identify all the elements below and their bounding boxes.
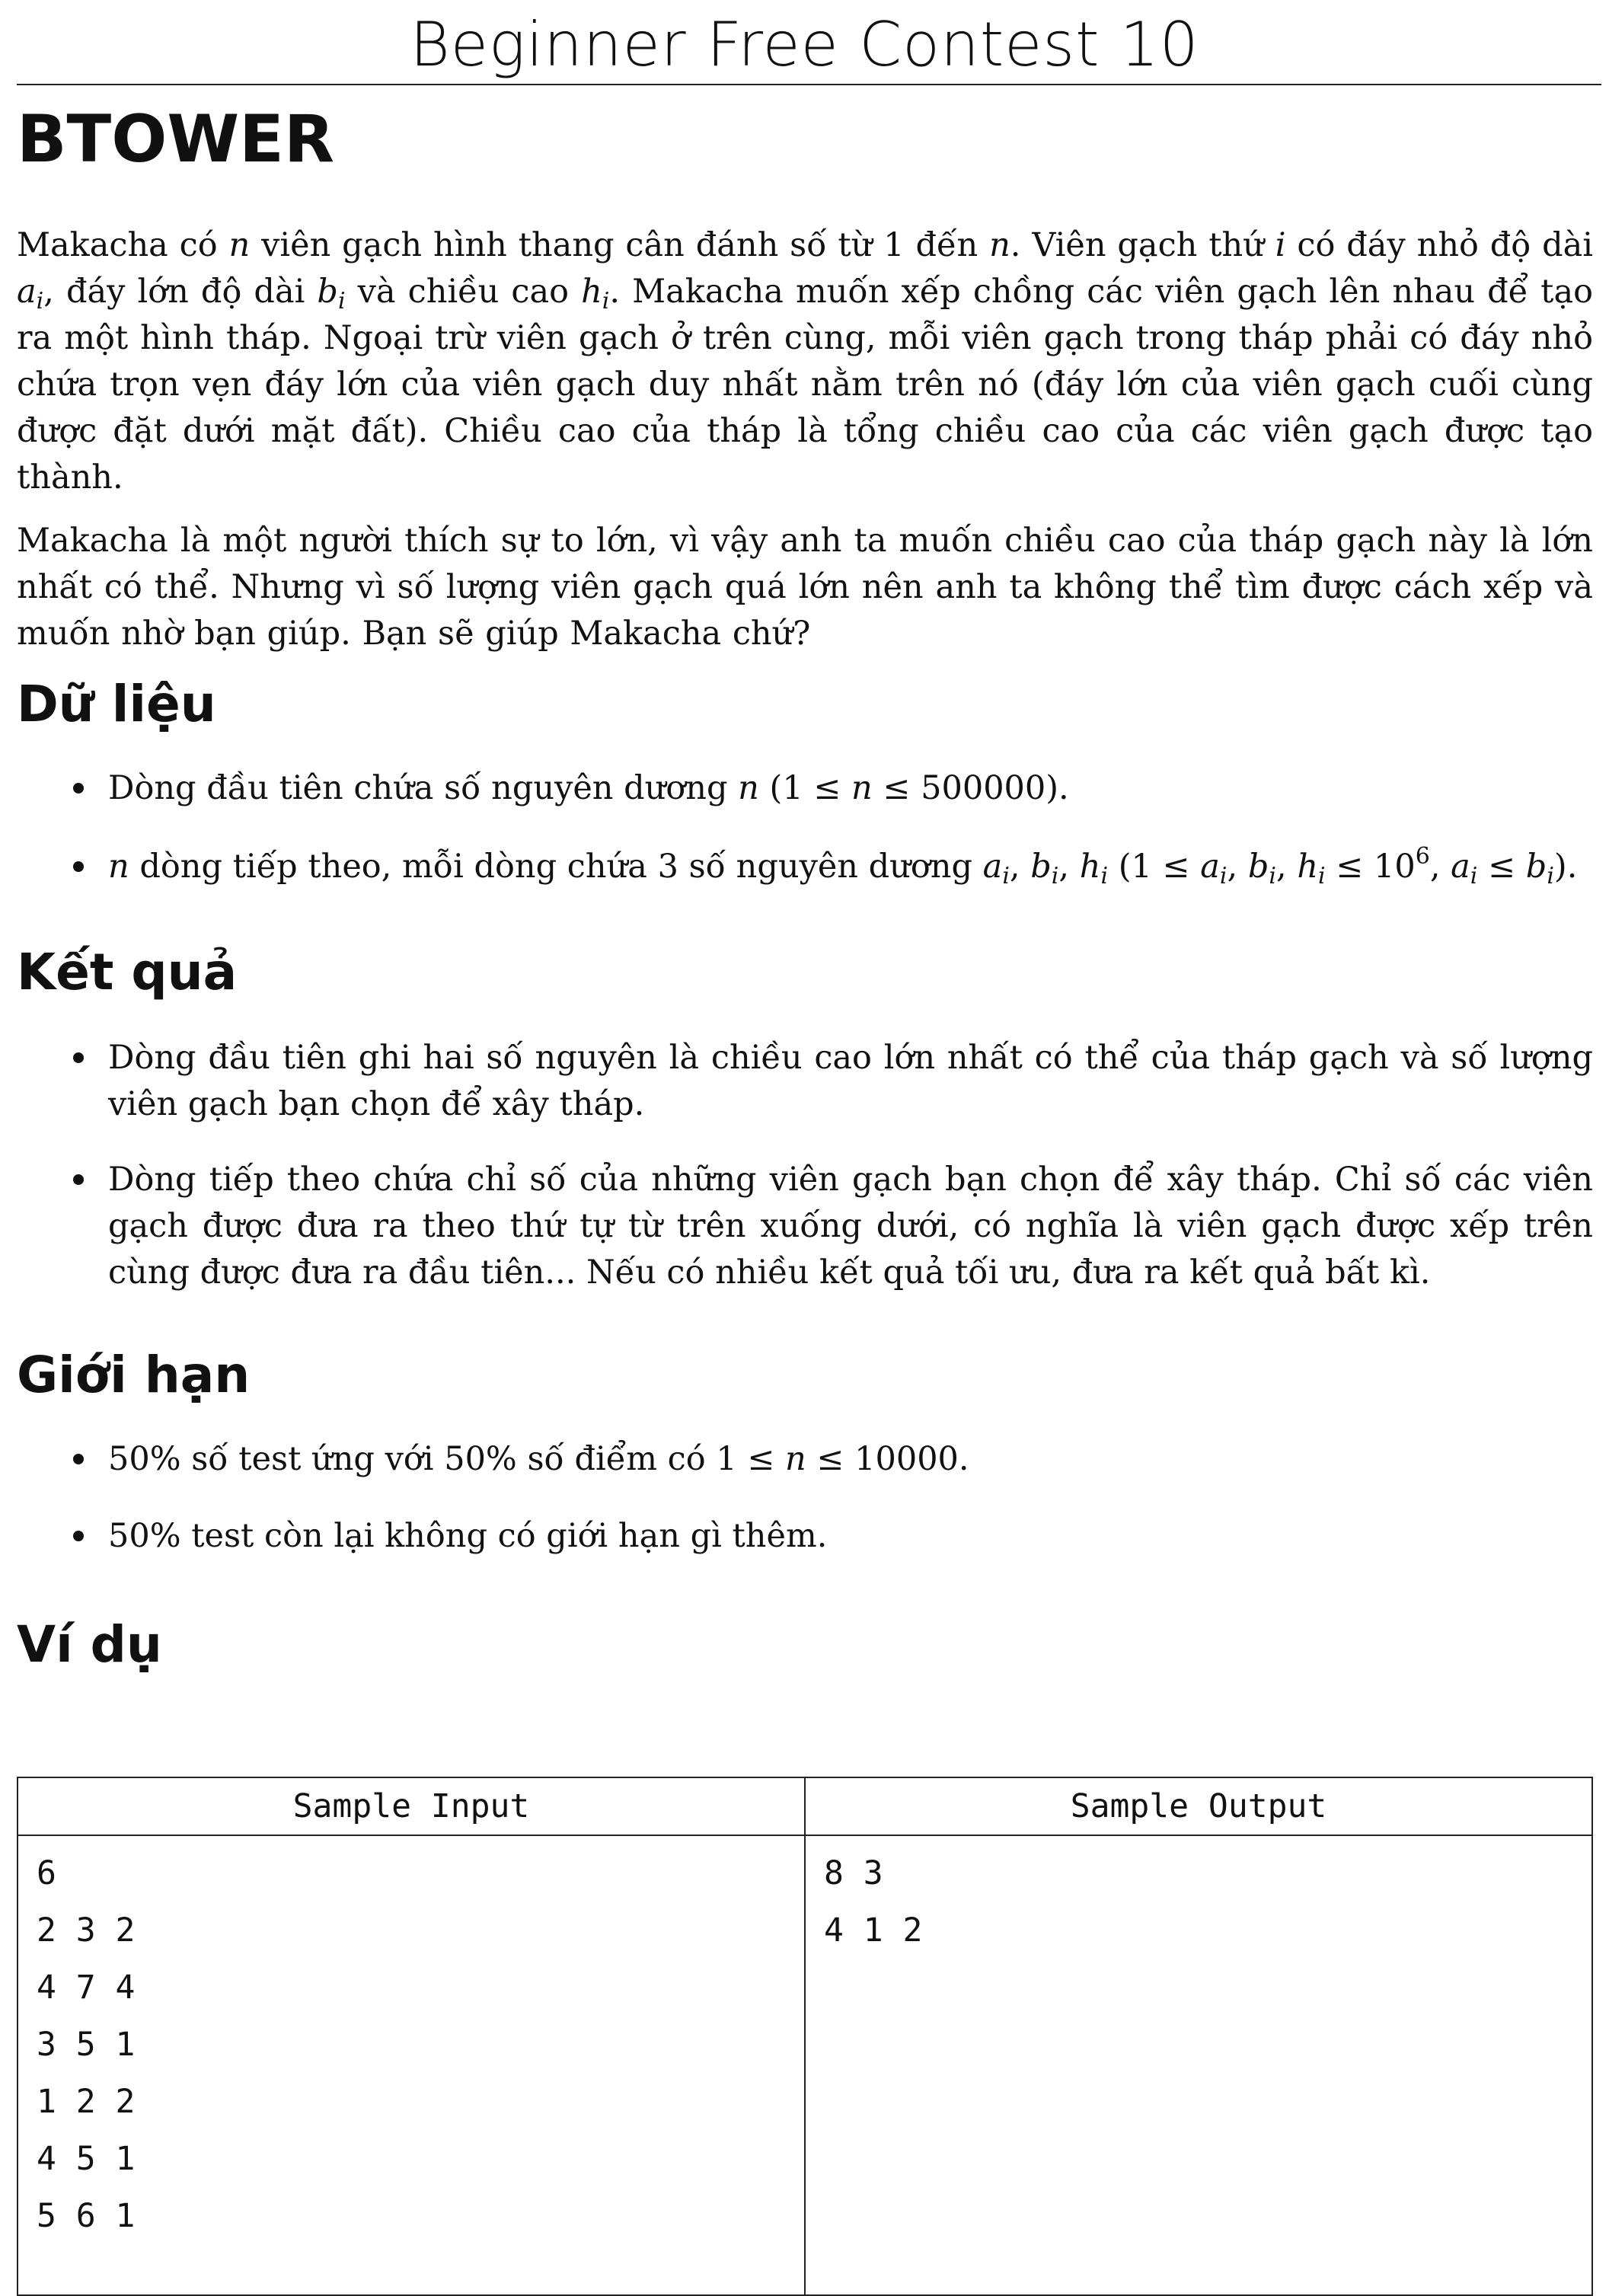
sample-input-line: 3 5 1 — [37, 2026, 136, 2064]
sample-input-line: 2 3 2 — [37, 1911, 136, 1950]
statement-paragraph-2: Makacha là một người thích sự to lớn, vì vậy anh ta muốn chiều cao của tháp gạch này là lớn nhất có thể. Nhưng vì số lượng viên gạch quá lớn nên anh ta không thể tìm được cách xếp và muốn nhờ bạn giúp. Bạn sẽ giúp Makacha chứ? — [17, 522, 1593, 653]
text: (1 ≤ — [1108, 848, 1201, 886]
list-item — [17, 1035, 1593, 1128]
sample-input-line: 6 — [37, 1854, 56, 1892]
list-item — [17, 1157, 1593, 1296]
section-heading-output: Kết quả — [17, 943, 238, 1001]
bullet-icon — [73, 1531, 84, 1541]
sample-input-line: 4 5 1 — [37, 2140, 136, 2178]
text: ). — [1553, 848, 1578, 886]
table-header-row — [18, 1777, 1592, 1835]
text: ≤ 10 — [1325, 848, 1416, 886]
section-heading-example: Ví dụ — [17, 1615, 162, 1674]
math-var: b — [1525, 848, 1547, 886]
sample-output-line: 4 1 2 — [824, 1911, 923, 1950]
limits-list — [17, 1436, 1593, 1560]
text: , — [1227, 848, 1248, 886]
math-var: b — [1247, 848, 1269, 886]
math-var: a — [17, 273, 37, 311]
sample-table — [17, 1777, 1593, 2296]
text: ≤ — [1477, 848, 1526, 886]
sample-output-cell — [805, 1835, 1592, 2295]
math-subscript: i — [1051, 863, 1059, 889]
section-heading-limits: Giới hạn — [17, 1346, 251, 1404]
bullet-icon — [73, 861, 84, 872]
sample-output-header: Sample Output — [805, 1777, 1592, 1835]
bullet-icon — [73, 1174, 84, 1185]
text: có đáy nhỏ độ dài — [1285, 226, 1593, 264]
math-subscript: i — [337, 288, 346, 315]
text: , — [1058, 848, 1080, 886]
math-var: a — [1200, 848, 1220, 886]
math-var: b — [1030, 848, 1052, 886]
text: ≤ 10000. — [806, 1440, 969, 1478]
text: và chiều cao — [345, 273, 582, 311]
bullet-icon — [73, 783, 84, 794]
input-list — [17, 765, 1593, 890]
text: Makacha có — [17, 226, 229, 264]
text: , — [1429, 848, 1451, 886]
contest-title: Beginner Free Contest 10 — [410, 9, 1199, 80]
math-var: i — [1275, 226, 1286, 264]
text: Dòng đầu tiên chứa số nguyên dương — [108, 769, 739, 807]
section-heading-input: Dữ liệu — [17, 675, 216, 733]
list-item — [17, 765, 1593, 812]
math-var: n — [738, 769, 759, 807]
math-var: h — [1079, 848, 1101, 886]
problem-content — [17, 222, 1593, 1675]
math-subscript: i — [1547, 863, 1554, 889]
sample-input-line: 1 2 2 — [37, 2083, 136, 2121]
math-var: a — [1451, 848, 1470, 886]
math-var: h — [581, 273, 602, 311]
math-subscript: i — [602, 288, 610, 315]
text: viên gạch hình thang cân đánh số từ 1 đến — [250, 226, 990, 264]
math-subscript: i — [1269, 863, 1276, 889]
table-row — [18, 1835, 1592, 2295]
math-var: n — [108, 848, 129, 886]
list-item — [17, 844, 1593, 890]
text: , đáy lớn độ dài — [43, 273, 318, 311]
text: , — [1275, 848, 1298, 886]
text: Dòng tiếp theo chứa chỉ số của những viên gạch bạn chọn để xây tháp. Chỉ số các viên gạch được đưa ra theo thứ tự từ trên xuống dưới, có nghĩa là viên gạch được xếp trên cùng được đưa ra đầu tiên... Nếu có nhiều kết quả tối ưu, đưa ra kết quả bất kì. — [108, 1161, 1593, 1292]
statement-paragraph-1 — [17, 222, 1593, 501]
math-subscript: i — [36, 288, 44, 315]
bullet-icon — [73, 1454, 84, 1464]
sample-input-line: 5 6 1 — [37, 2197, 136, 2235]
math-subscript: i — [1100, 863, 1109, 889]
math-exponent: 6 — [1415, 843, 1430, 870]
contest-header — [0, 0, 1609, 85]
sample-input-header: Sample Input — [18, 1777, 805, 1835]
math-var: n — [851, 769, 873, 807]
math-subscript: i — [1002, 863, 1010, 889]
bullet-icon — [73, 1052, 84, 1063]
problem-code: BTOWER — [17, 101, 335, 177]
math-var: n — [228, 226, 251, 264]
text: (1 ≤ — [758, 769, 852, 807]
text: ≤ 500000). — [872, 769, 1069, 807]
math-var: n — [989, 226, 1010, 264]
math-var: h — [1297, 848, 1319, 886]
text: dòng tiếp theo, mỗi dòng chứa 3 số nguyên dương — [129, 848, 983, 886]
text: 50% test còn lại không có giới hạn gì thêm. — [108, 1517, 828, 1555]
sample-input-cell — [18, 1835, 805, 2295]
text: . Viên gạch thứ — [1010, 226, 1275, 264]
math-subscript: i — [1219, 863, 1228, 889]
math-subscript: i — [1318, 863, 1326, 889]
math-subscript: i — [1470, 863, 1478, 889]
text: Dòng đầu tiên ghi hai số nguyên là chiều cao lớn nhất có thể của tháp gạch và số lượng viên gạch bạn chọn để xây tháp. — [108, 1039, 1593, 1123]
list-item — [17, 1513, 1593, 1560]
text: . Makacha muốn xếp chồng các viên gạch lên nhau để tạo ra một hình tháp. Ngoại trừ viên gạch ở trên cùng, mỗi viên gạch trong tháp phải có đáy nhỏ chứa trọn vẹn đáy lớn của viên gạch duy nhất nằm trên nó (đáy lớn của viên gạch cuối cùng được đặt dưới mặt đất). Chiều cao của tháp là tổng chiều cao của các viên gạch được tạo thành. — [17, 273, 1593, 497]
output-list — [17, 1035, 1593, 1296]
math-var: a — [982, 848, 1003, 886]
sample-output-line: 8 3 — [824, 1854, 883, 1892]
math-var: b — [317, 273, 338, 311]
math-var: n — [785, 1440, 806, 1478]
header-rule — [17, 84, 1601, 85]
sample-input-line: 4 7 4 — [37, 1969, 136, 2007]
text: 50% số test ứng với 50% số điểm có 1 ≤ — [108, 1440, 786, 1478]
list-item — [17, 1436, 1593, 1483]
text: , — [1009, 848, 1031, 886]
